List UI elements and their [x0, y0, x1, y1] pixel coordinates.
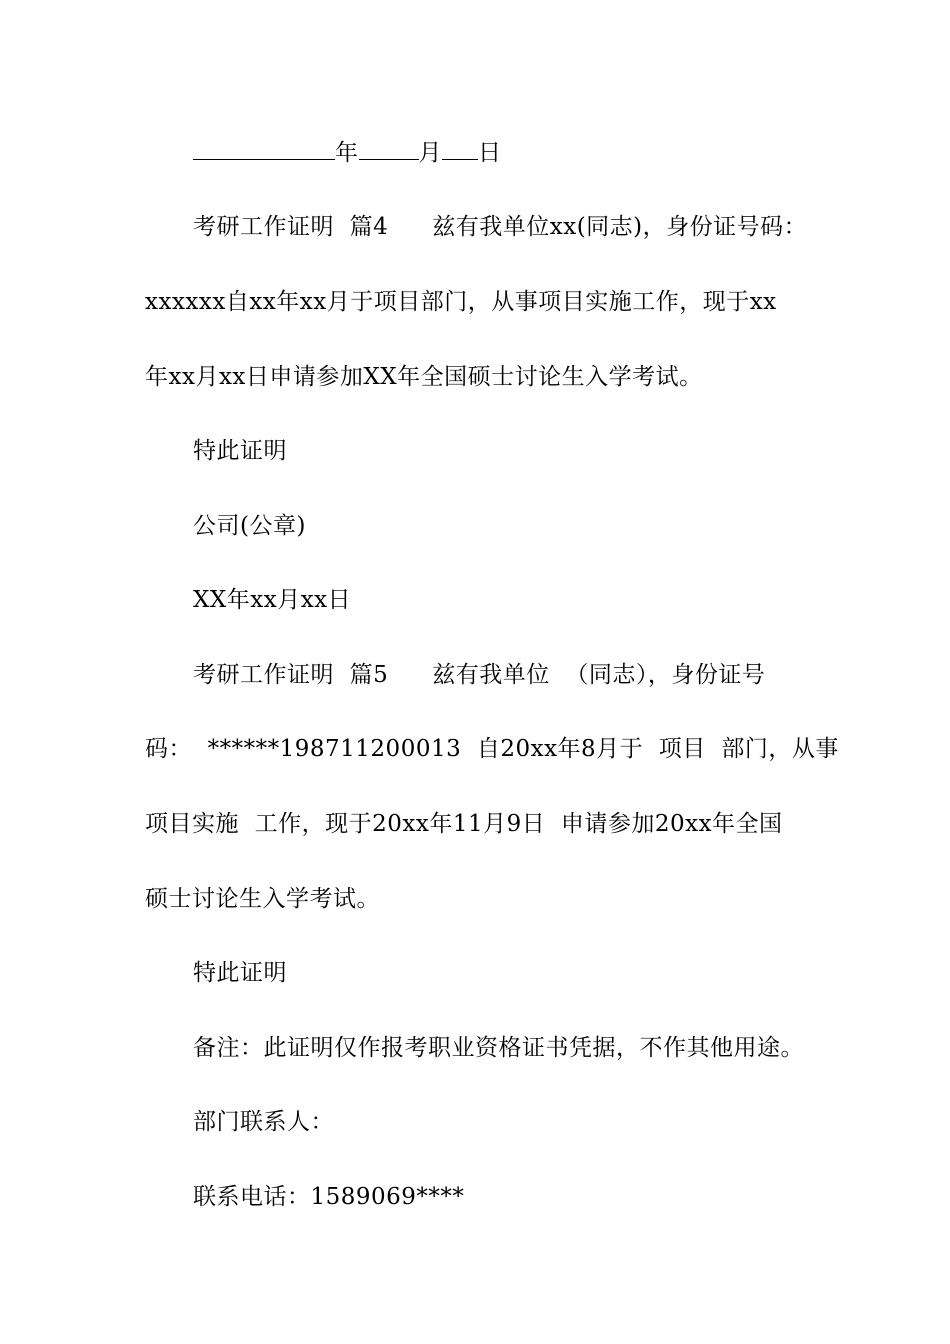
section4-line3: 年xx月xx日申请参加XX年全国硕士讨论生入学考试。 [145, 364, 703, 390]
day-label: 日 [478, 140, 502, 166]
section4-line1 [193, 212, 873, 242]
section5-line1 [193, 660, 873, 690]
day-blank [442, 139, 478, 160]
year-label: 年 [335, 140, 359, 166]
section4-company-seal: 公司(公章) [193, 513, 306, 539]
month-label: 月 [418, 140, 442, 166]
section4-heading: 考研工作证明 篇4 [193, 214, 389, 240]
section5-heading: 考研工作证明 篇5 [193, 662, 389, 688]
year-blank [193, 139, 335, 160]
section5-certify: 特此证明 [193, 960, 287, 986]
section4-date: XX年xx月xx日 [193, 587, 352, 613]
section5-line3: 项目实施 工作，现于20xx年11月9日 申请参加20xx年全国 [145, 811, 783, 837]
section5-note: 备注：此证明仅作报考职业资格证书凭据，不作其他用途。 [193, 1035, 804, 1061]
section4-line2: xxxxxx自xx年xx月于项目部门，从事项目实施工作，现于xx [145, 289, 777, 315]
contact-person: 部门联系人： [193, 1109, 334, 1135]
section5-line4: 硕士讨论生入学考试。 [145, 886, 380, 912]
contact-phone: 联系电话：1589069**** [193, 1184, 465, 1210]
month-blank [359, 139, 419, 160]
section4-certify: 特此证明 [193, 438, 287, 464]
section5-line1-text: 兹有我单位 （同志），身份证号 [432, 662, 766, 688]
date-fill-line [193, 138, 873, 168]
section4-line1-text: 兹有我单位xx(同志)，身份证号码： [432, 214, 808, 240]
section5-line2: 码： ******198711200013 自20xx年8月于 项目 部门，从事 [145, 736, 839, 762]
